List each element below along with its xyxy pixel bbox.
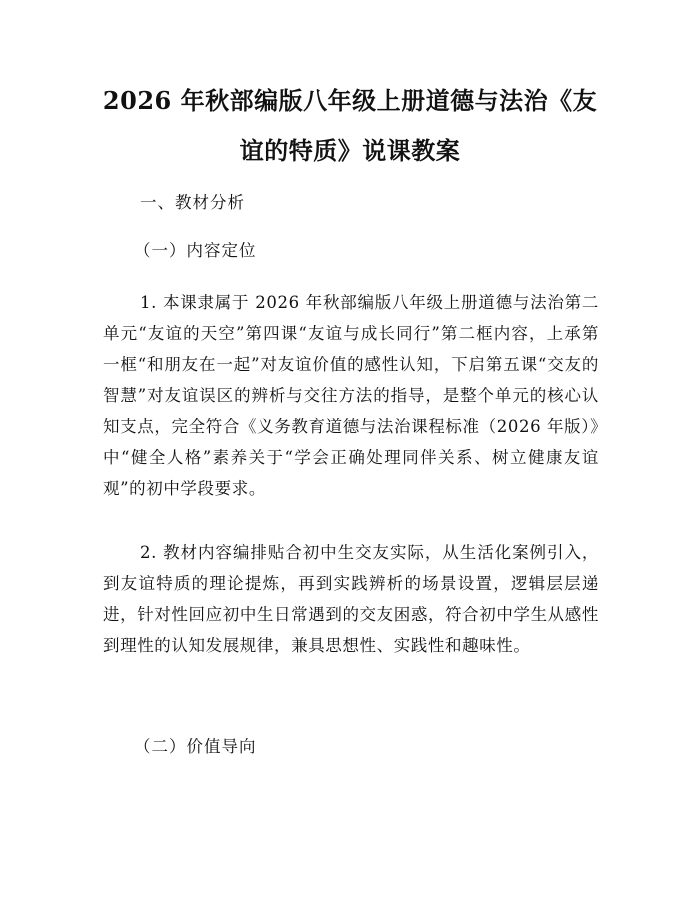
paragraph-content-positioning: 1. 本课隶属于 2026 年秋部编版八年级上册道德与法治第二单元“友谊的天空”第四课“友谊与成长同行”第二框内容，上承第一框“和朋友在一起”对友谊价值的感性认知，下启第五课“交友的智慧”对友谊误区的辨析与交往方法的指导，是整个单元的核心认知支点，完全符合《义务教育道德与法治课程标准（2026 年版）》中“健全人格”素养关于“学会正确处理同伴关系、树立健康友谊观”的初中学段要求。 — [103, 293, 599, 498]
document-title-line-1: 2026 年秋部编版八年级上册道德与法治《友 — [102, 86, 598, 115]
paragraph-content-arrangement: 2. 教材内容编排贴合初中生交友实际，从生活化案例引入，到友谊特质的理论提炼，再到实践辨析的场景设置，逻辑层层递进，针对性回应初中生日常遇到的交友困惑，符合初中学生从感性到理性的认知发展规律，兼具思想性、实践性和趣味性。 — [103, 543, 599, 655]
subsection-heading-value-orientation: （二）价值导向 — [134, 737, 257, 756]
document-title-line-2: 谊的特质》说课教案 — [239, 136, 461, 165]
section-heading-textbook-analysis: 一、教材分析 — [140, 193, 245, 212]
subsection-heading-content-positioning: （一）内容定位 — [134, 241, 257, 260]
